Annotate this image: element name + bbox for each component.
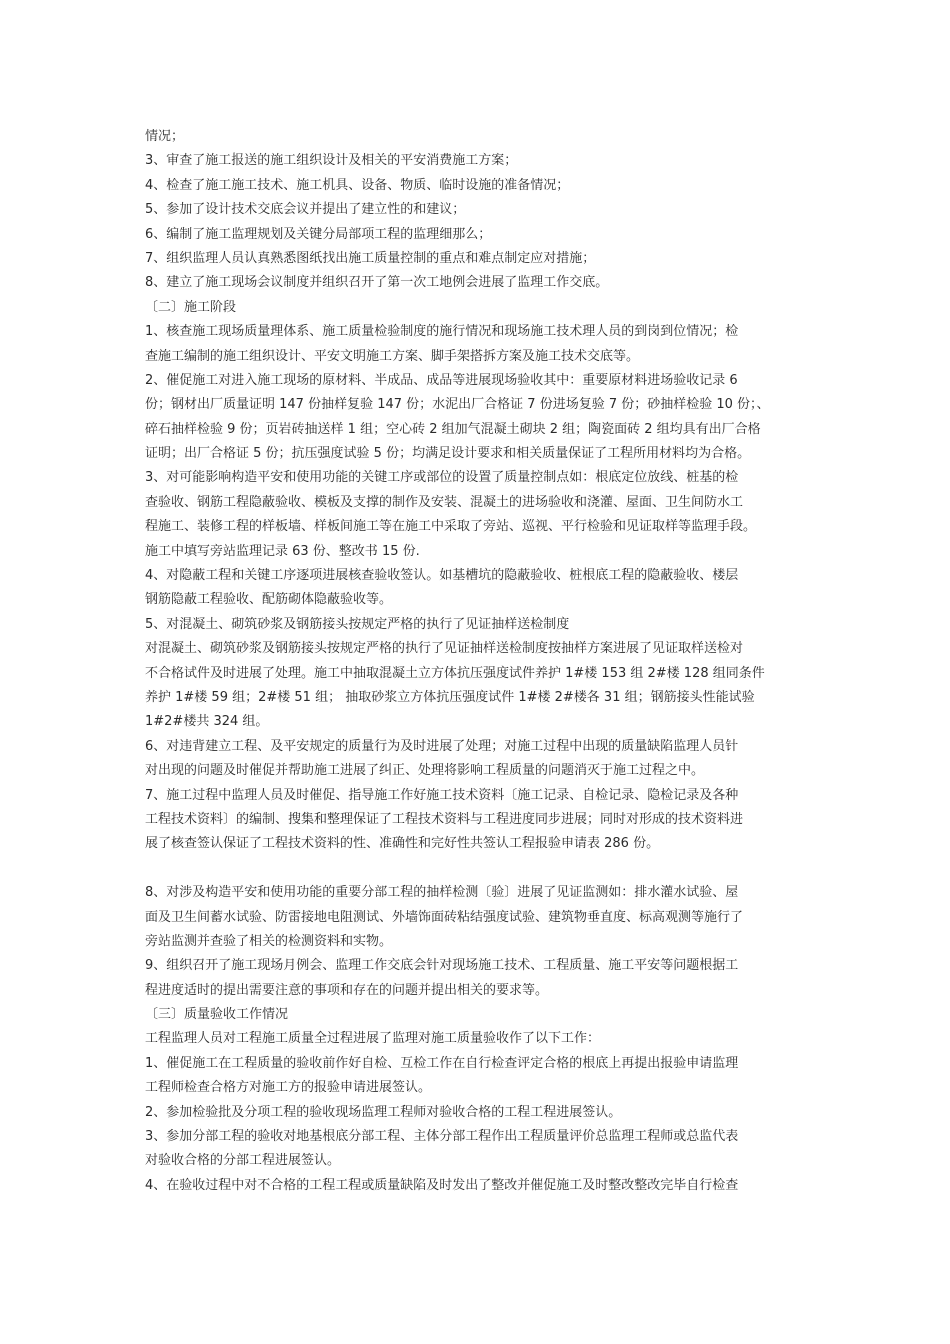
text-line: 工程技术资料〕的编制、搜集和整理保证了工程技术资料与工程进度同步进展；同时对形成的技术资料进 xyxy=(145,811,744,827)
text-line: 3、对可能影响构造平安和使用功能的关键工序或部位的设置了质量控制点如：根底定位放线、桩基的检 xyxy=(145,470,739,486)
document-body xyxy=(145,125,825,1198)
blank-line xyxy=(145,857,825,881)
text-line: 6、编制了施工监理规划及关键分局部项工程的监理细那么； xyxy=(145,226,492,242)
text-line: 5、参加了设计技术交底会议并提出了建立性的和建议； xyxy=(145,202,466,218)
text-line: 查验收、钢筋工程隐蔽验收、模板及支撑的制作及安装、混凝土的进场验收和浇灌、屋面、卫生间防水工 xyxy=(145,494,744,510)
text-line: 钢筋隐蔽工程验收、配筋砌体隐蔽验收等。 xyxy=(145,592,393,608)
text-line: 2、催促施工对进入施工现场的原材料、半成品、成品等进展现场验收其中：重要原材料进场验收记录 6 xyxy=(145,372,738,388)
text-line: 对混凝土、砌筑砂浆及钢筋接头按规定严格的执行了见证抽样送检制度按抽样方案进展了见证取样送检对 xyxy=(145,641,744,657)
text-line: 〔二〕施工阶段 xyxy=(145,299,237,315)
text-line: 对验收合格的分部工程进展签认。 xyxy=(145,1153,341,1169)
text-line: 4、对隐蔽工程和关键工序逐项进展核查验收签认。如基槽坑的隐蔽验收、桩根底工程的隐蔽验收、楼层 xyxy=(145,568,739,584)
text-line: 〔三〕质量验收工作情况 xyxy=(145,1007,289,1023)
text-line: 不合格试件及时进展了处理。施工中抽取混凝土立方体抗压强度试件养护 1#楼 153 组 2#楼 128 组同条件 xyxy=(145,665,765,681)
text-line: 情况； xyxy=(145,129,185,144)
text-line: 4、检查了施工施工技术、施工机具、设备、物质、临时设施的准备情况； xyxy=(145,177,570,193)
text-line: 8、对涉及构造平安和使用功能的重要分部工程的抽样检测〔验〕进展了见证监测如：排水灌水试验、屋 xyxy=(145,885,739,901)
text-line: 旁站监测并查验了相关的检测资料和实物。 xyxy=(145,933,393,949)
text-line: 证明；出厂合格证 5 份；抗压强度试验 5 份；均满足设计要求和相关质量保证了工程所用材料均为合格。 xyxy=(145,446,751,462)
text-line: 对出现的问题及时催促并帮助施工进展了纠正、处理将影响工程质量的问题消灭于施工过程之中。 xyxy=(145,763,705,779)
text-line: 展了核查签认保证了工程技术资料的性、准确性和完好性共签认工程报验申请表 286 份。 xyxy=(145,836,660,852)
text-line: 7、施工过程中监理人员及时催促、指导施工作好施工技术资料〔施工记录、自检记录、隐检记录及各种 xyxy=(145,787,739,803)
text-line: 7、组织监理人员认真熟悉图纸找出施工质量控制的重点和难点制定应对措施； xyxy=(145,250,596,266)
text-line: 4、在验收过程中对不合格的工程工程或质量缺陷及时发出了整改并催促施工及时整改整改完毕自行检查 xyxy=(145,1177,739,1193)
text-line: 8、建立了施工现场会议制度并组织召开了第一次工地例会进展了监理工作交底。 xyxy=(145,275,609,291)
text-line: 1#2#楼共 324 组。 xyxy=(145,714,269,730)
text-line: 1、核查施工现场质量理体系、施工质量检验制度的施行情况和现场施工技术理人员的到岗到位情况；检 xyxy=(145,324,739,340)
text-line: 面及卫生间蓄水试验、防雷接地电阻测试、外墙饰面砖粘结强度试验、建筑物垂直度、标高观测等施行了 xyxy=(145,909,744,925)
text-line: 1、催促施工在工程质量的验收前作好自检、互检工作在自行检查评定合格的根底上再提出报验申请监理 xyxy=(145,1055,739,1071)
text-line: 工程监理人员对工程施工质量全过程进展了监理对施工质量验收作了以下工作： xyxy=(145,1031,601,1047)
text-line: 碎石抽样检验 9 份；页岩砖抽送样 1 组；空心砖 2 组加气混凝土砌块 2 组；陶瓷面砖 2 组均具有出厂合格 xyxy=(145,421,761,437)
text-line: 份；钢材出厂质量证明 147 份抽样复验 147 份；水泥出厂合格证 7 份进场复验 7 份；砂抽样检验 10 份；、 xyxy=(145,397,770,413)
text-line: 9、组织召开了施工现场月例会、监理工作交底会针对现场施工技术、工程质量、施工平安等问题根据工 xyxy=(145,958,739,974)
text-line: 3、参加分部工程的验收对地基根底分部工程、主体分部工程作出工程质量评价总监理工程师或总监代表 xyxy=(145,1129,739,1145)
text-line: 程进度适时的提出需要注意的事项和存在的问题并提出相关的要求等。 xyxy=(145,982,549,998)
text-line: 工程师检查合格方对施工方的报验申请进展签认。 xyxy=(145,1080,432,1096)
text-line: 3、审查了施工报送的施工组织设计及相关的平安消费施工方案； xyxy=(145,153,518,169)
text-line: 5、对混凝土、砌筑砂浆及钢筋接头按规定严格的执行了见证抽样送检制度 xyxy=(145,616,570,632)
text-line: 查施工编制的施工组织设计、平安文明施工方案、脚手架搭拆方案及施工技术交底等。 xyxy=(145,348,640,364)
text-line: 程施工、装修工程的样板墙、样板间施工等在施工中采取了旁站、巡视、平行检验和见证取样等监理手段。 xyxy=(145,519,757,535)
text-line: 施工中填写旁站监理记录 63 份、整改书 15 份. xyxy=(145,543,420,559)
text-line: 2、参加检验批及分项工程的验收现场监理工程师对验收合格的工程工程进展签认。 xyxy=(145,1104,622,1120)
text-line: 养护 1#楼 59 组；2#楼 51 组； 抽取砂浆立方体抗压强度试件 1#楼 2#楼各 31 组；钢筋接头性能试验 xyxy=(145,689,755,705)
text-line: 6、对违背建立工程、及平安规定的质量行为及时进展了处理；对施工过程中出现的质量缺陷监理人员针 xyxy=(145,738,739,754)
